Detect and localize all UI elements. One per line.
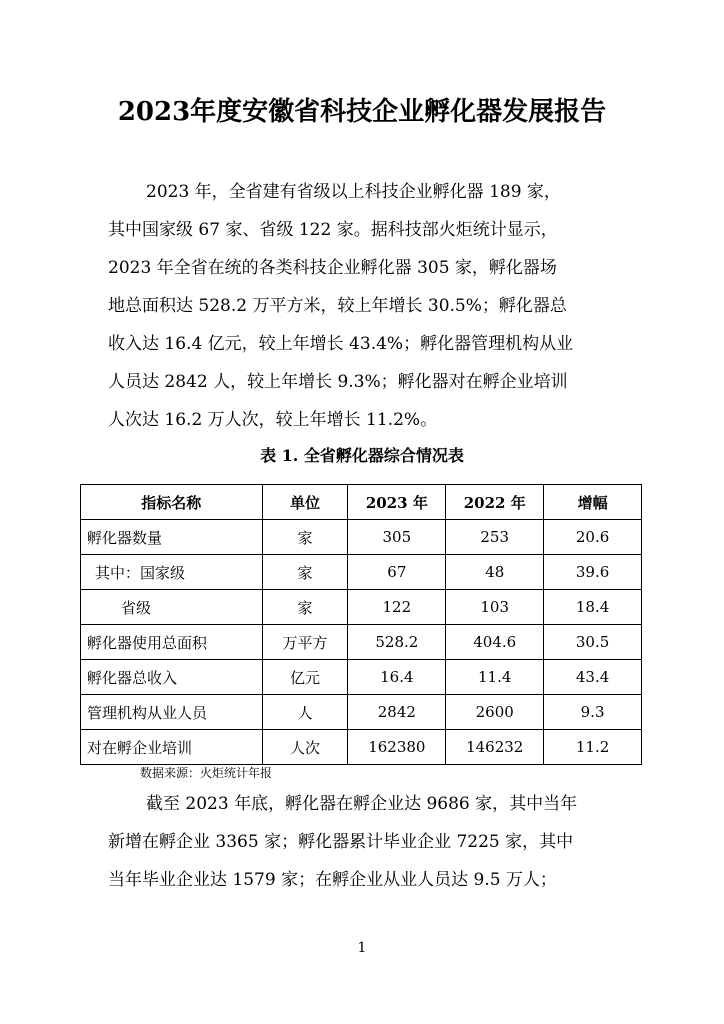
cell-growth: 11.2 [544, 730, 642, 765]
cell-2023: 16.4 [348, 660, 446, 695]
cell-growth: 20.6 [544, 520, 642, 555]
document-title: 2023年度安徽省科技企业孵化器发展报告 [117, 97, 607, 127]
paragraph-line: 人员达 2842 人，较上年增长 9.3%；孵化器对在孵企业培训 [108, 372, 568, 392]
data-source-note: 数据来源：火炬统计年报 [140, 766, 273, 780]
paragraph-line: 2023 年全省在统的各类科技企业孵化器 305 家，孵化器场 [108, 258, 557, 278]
cell-growth: 18.4 [544, 590, 642, 625]
header-2022: 2022 年 [446, 485, 544, 520]
table-header-row [81, 485, 642, 520]
cell-2023: 122 [348, 590, 446, 625]
cell-2022: 103 [446, 590, 544, 625]
intro-paragraph [108, 173, 638, 439]
page-number: 1 [357, 940, 367, 956]
cell-unit: 亿元 [262, 660, 348, 695]
cell-2023: 528.2 [348, 625, 446, 660]
header-growth: 增幅 [544, 485, 642, 520]
cell-growth: 30.5 [544, 625, 642, 660]
paragraph-line: 截至 2023 年底，孵化器在孵企业达 9686 家，其中当年 [146, 794, 578, 814]
cell-2022: 11.4 [446, 660, 544, 695]
table-row [81, 590, 642, 625]
cell-unit: 家 [262, 555, 348, 590]
header-indicator: 指标名称 [81, 485, 263, 520]
cell-2023: 162380 [348, 730, 446, 765]
paragraph-line: 新增在孵企业 3365 家；孵化器累计毕业企业 7225 家，其中 [108, 832, 574, 852]
cell-2023: 67 [348, 555, 446, 590]
cell-2022: 146232 [446, 730, 544, 765]
paragraph-line: 其中国家级 67 家、省级 122 家。据科技部火炬统计显示， [108, 220, 558, 240]
paragraph-line: 人次达 16.2 万人次，较上年增长 11.2%。 [108, 410, 438, 430]
cell-2022: 48 [446, 555, 544, 590]
paragraph-line: 地总面积达 528.2 万平方米，较上年增长 30.5%；孵化器总 [108, 296, 567, 316]
cell-unit: 万平方 [262, 625, 348, 660]
cell-indicator: 对在孵企业培训 [81, 730, 263, 765]
cell-2022: 2600 [446, 695, 544, 730]
cell-indicator: 孵化器使用总面积 [81, 625, 263, 660]
table-row [81, 695, 642, 730]
cell-unit: 人 [262, 695, 348, 730]
cell-indicator: 省级 [81, 590, 263, 625]
table-row [81, 730, 642, 765]
table-row [81, 520, 642, 555]
cell-indicator: 孵化器总收入 [81, 660, 263, 695]
cell-2022: 253 [446, 520, 544, 555]
cell-2023: 305 [348, 520, 446, 555]
cell-unit: 家 [262, 590, 348, 625]
paragraph-line: 2023 年，全省建有省级以上科技企业孵化器 189 家， [146, 182, 561, 202]
cell-indicator: 其中：国家级 [81, 555, 263, 590]
paragraph-line: 当年毕业企业达 1579 家；在孵企业从业人员达 9.5 万人； [108, 870, 557, 890]
cell-2022: 404.6 [446, 625, 544, 660]
cell-indicator: 管理机构从业人员 [81, 695, 263, 730]
table-caption: 表 1. 全省孵化器综合情况表 [260, 446, 464, 465]
table-row [81, 660, 642, 695]
cell-2023: 2842 [348, 695, 446, 730]
paragraph-line: 收入达 16.4 亿元，较上年增长 43.4%；孵化器管理机构从业 [108, 334, 574, 354]
second-paragraph [108, 785, 638, 899]
cell-growth: 43.4 [544, 660, 642, 695]
cell-unit: 家 [262, 520, 348, 555]
cell-growth: 9.3 [544, 695, 642, 730]
incubator-summary-table [80, 484, 642, 765]
table-row [81, 555, 642, 590]
cell-growth: 39.6 [544, 555, 642, 590]
header-2023: 2023 年 [348, 485, 446, 520]
table-row [81, 625, 642, 660]
header-unit: 单位 [262, 485, 348, 520]
cell-unit: 人次 [262, 730, 348, 765]
cell-indicator: 孵化器数量 [81, 520, 263, 555]
